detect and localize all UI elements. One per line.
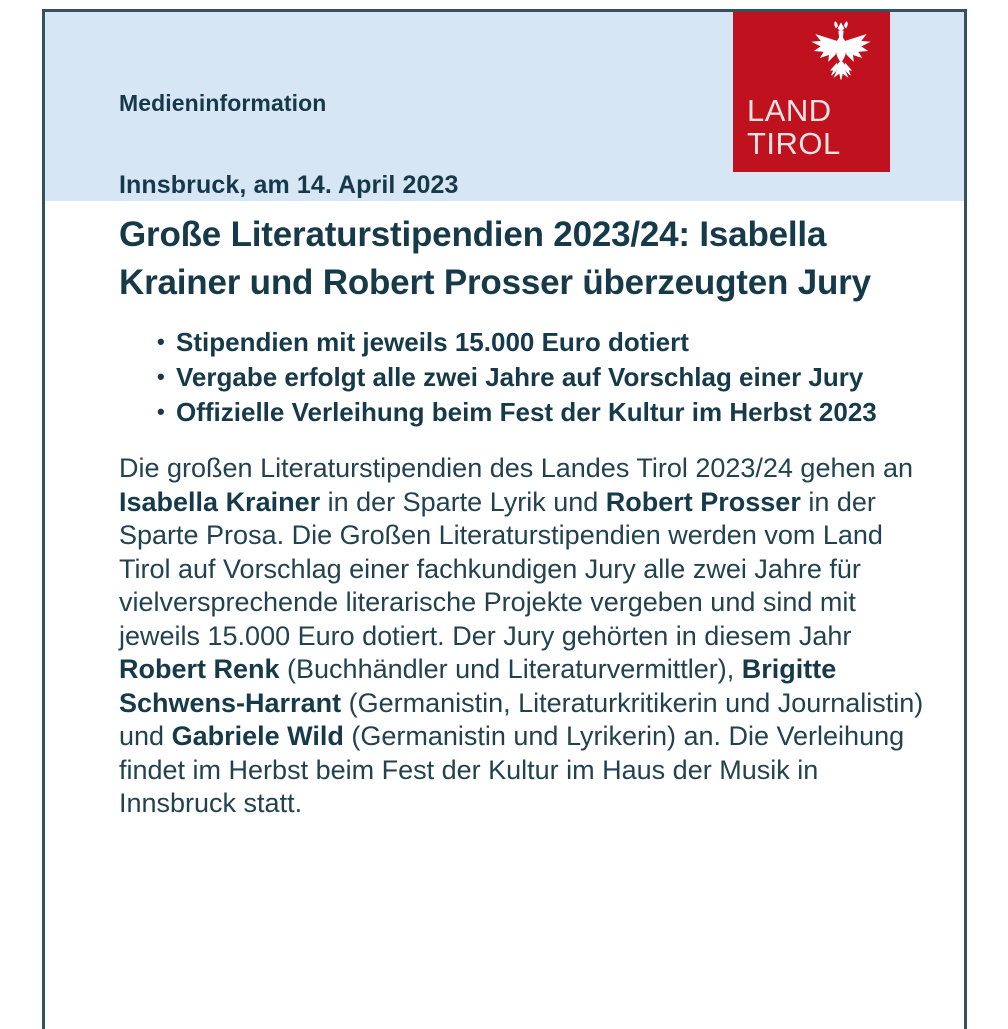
key-points-list bbox=[45, 325, 964, 430]
land-tirol-logo bbox=[733, 9, 890, 172]
logo-wordmark bbox=[747, 94, 841, 160]
document-content bbox=[45, 201, 964, 821]
list-item: • Stipendien mit jeweils 15.000 Euro dotiert bbox=[157, 325, 934, 360]
list-item: • Vergabe erfolgt alle zwei Jahre auf Vorschlag einer Jury bbox=[157, 360, 934, 395]
logo-line-2: TIROL bbox=[747, 126, 841, 161]
press-release-page bbox=[42, 9, 967, 1029]
logo-line-1: LAND bbox=[747, 93, 832, 128]
list-item: • Offizielle Verleihung beim Fest der Kultur im Herbst 2023 bbox=[157, 395, 934, 430]
header-band bbox=[45, 12, 964, 201]
tirol-eagle-icon bbox=[805, 19, 877, 91]
dateline: Innsbruck, am 14. April 2023 bbox=[119, 171, 459, 199]
body-paragraph: Die großen Literaturstipendien des Landes Tirol 2023/24 gehen an Isabella Krainer in der Sparte Lyrik und Robert Prosser in der Sparte Prosa. Die Großen Literaturstipendien werden vom Land Tirol auf Vorschlag einer fachkundigen Jury alle zwei Jahre für vielversprechende literarische Projekte vergeben und sind mit jeweils 15.000 Euro dotiert. Der Jury gehörten in diesem Jahr Robert Renk (Buchhändler und Literaturvermittler), Brigitte Schwens-Harrant (Germanistin, Literaturkritikerin und Journalistin) und Gabriele Wild (Germanistin und Lyrikerin) an. Die Verleihung findet im Herbst beim Fest der Kultur im Haus der Musik in Innsbruck statt. bbox=[119, 453, 924, 818]
media-information-label: Medieninformation bbox=[119, 90, 327, 116]
page-title: Große Literaturstipendien 2023/24: Isabella Krainer und Robert Prosser überzeugten Jury bbox=[119, 215, 871, 302]
